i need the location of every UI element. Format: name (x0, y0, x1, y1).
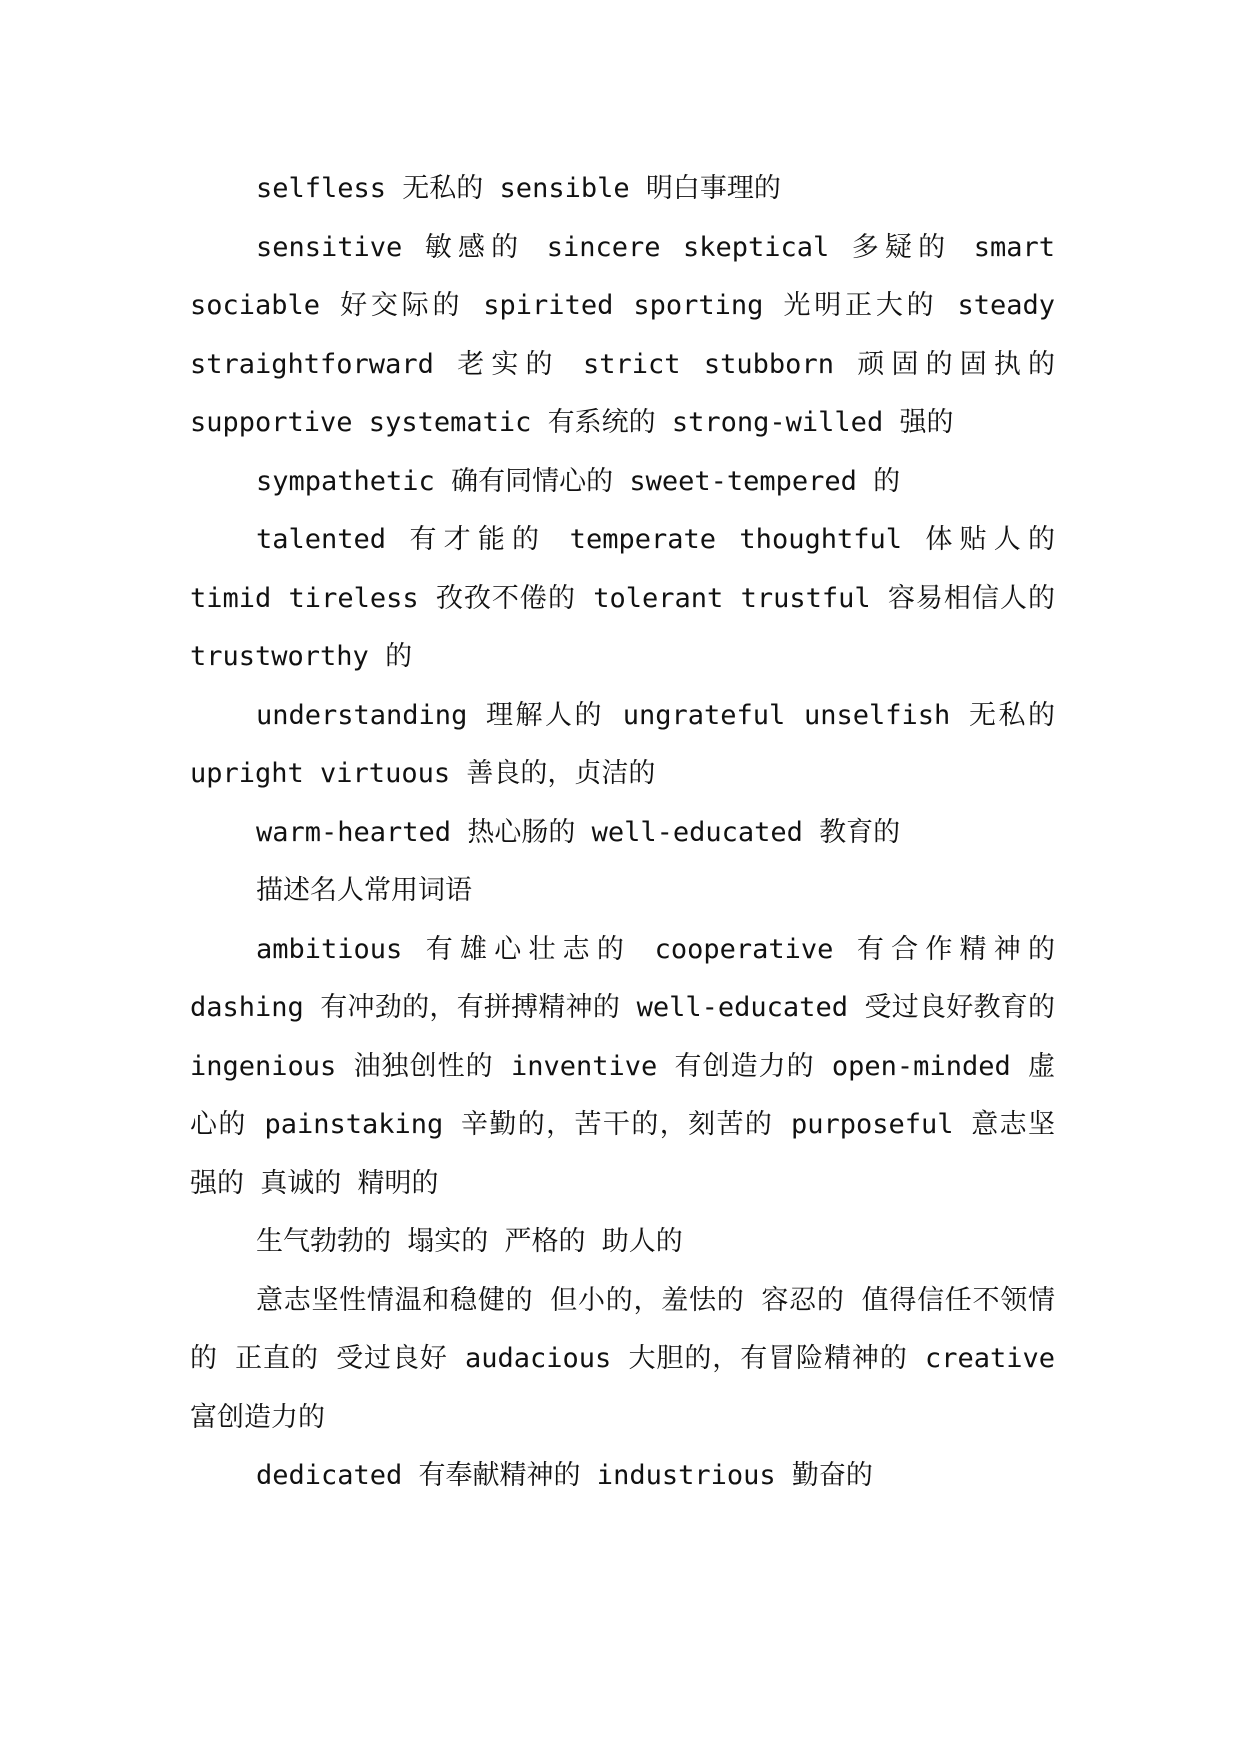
paragraph: sensitive 敏感的 sincere skeptical 多疑的 smart sociable 好交际的 spirited sporting 光明正大的 steady straightforward 老实的 strict stubborn 顽固的固执的 supportive systematic 有系统的 strong-willed 强的 (190, 231, 1055, 438)
paragraph: sympathetic 确有同情心的 sweet-tempered 的 (256, 465, 901, 497)
paragraph: dedicated 有奉献精神的 industrious 勤奋的 (256, 1460, 873, 1491)
paragraph: 生气勃勃的 塌实的 严格的 助人的 (256, 1226, 683, 1257)
document-body (190, 160, 1055, 1506)
paragraph: talented 有才能的 temperate thoughtful 体贴人的 timid tireless 孜孜不倦的 tolerant trustful 容易相信人的 trustworthy 的 (190, 524, 1055, 672)
paragraph: warm-hearted 热心肠的 well-educated 教育的 (256, 816, 901, 848)
section-heading: 描述名人常用词语 (256, 875, 472, 906)
paragraph: 意志坚性情温和稳健的 但小的，羞怯的 容忍的 值得信任不领情的 正直的 受过良好 audacious 大胆的，有冒险精神的 creative 富创造力的 (190, 1284, 1055, 1433)
paragraph: ambitious 有雄心壮志的 cooperative 有合作精神的 dashing 有冲劲的，有拼搏精神的 well-educated 受过良好教育的 ingenious 油独创性的 inventive 有创造力的 open-minded 虚心的 painstaking 辛勤的，苦干的，刻苦的 purposeful 意志坚强的 真诚的 精明的 (190, 933, 1055, 1199)
paragraph: understanding 理解人的 ungrateful unselfish 无私的 upright virtuous 善良的，贞洁的 (190, 699, 1055, 789)
paragraph: selfless 无私的 sensible 明白事理的 (256, 173, 781, 204)
